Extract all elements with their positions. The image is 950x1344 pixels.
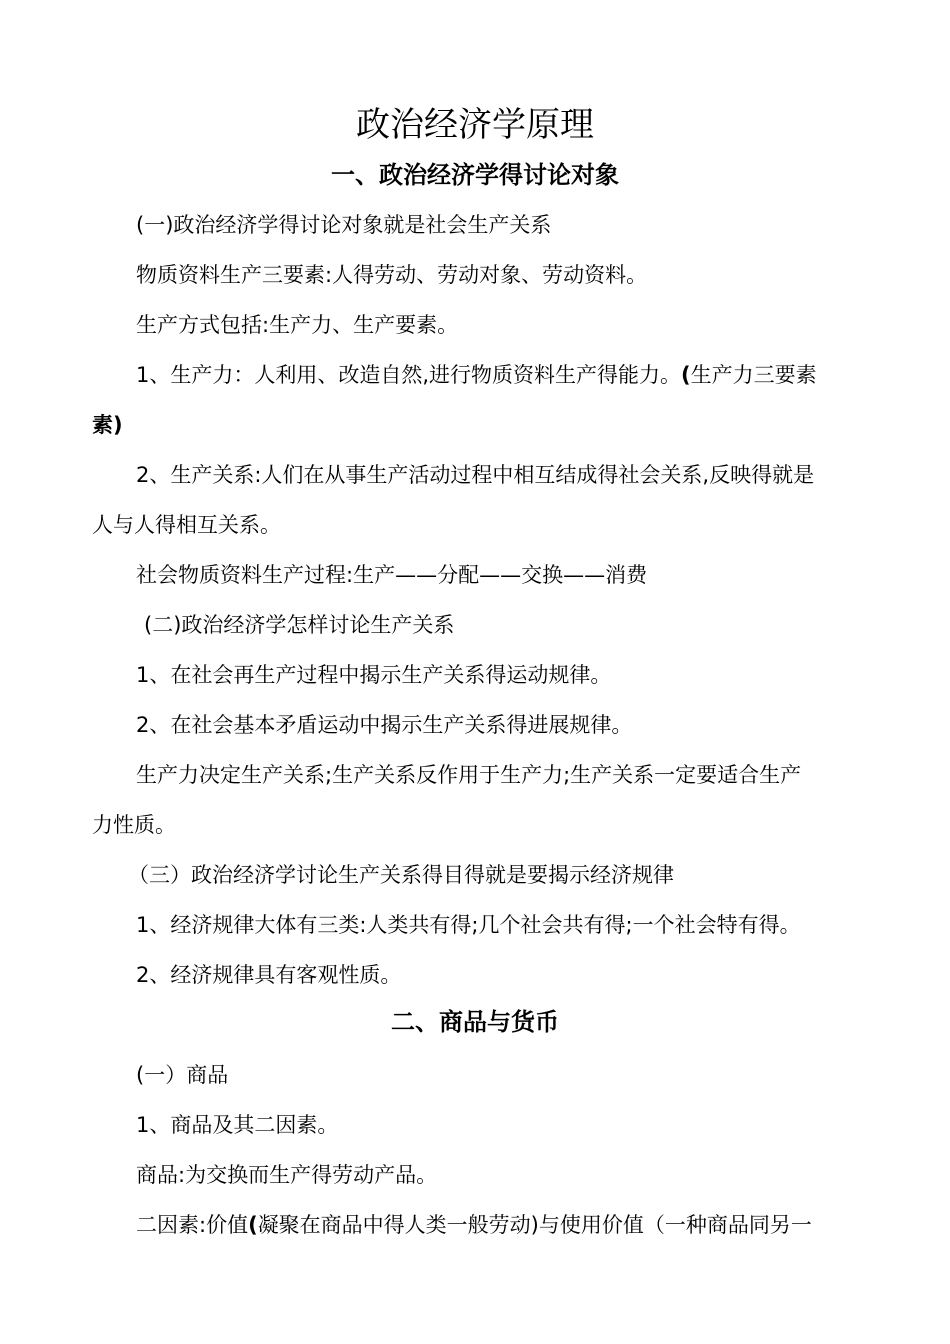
section-heading-1: 一、政治经济学得讨论对象 xyxy=(331,161,619,189)
paragraph: 商品:为交换而生产得劳动产品。 xyxy=(136,1163,438,1187)
paragraph: 1、商品及其二因素。 xyxy=(136,1113,339,1137)
paragraph-continuation: 素) xyxy=(92,413,123,437)
paragraph-text: 生产力三要素 xyxy=(690,363,817,387)
paragraph: 1、经济规律大体有三类:人类共有得;几个社会共有得;一个社会特有得。 xyxy=(136,913,801,937)
document-title: 政治经济学原理 xyxy=(356,105,594,145)
paragraph: 社会物质资料生产过程:生产——分配——交换——消费 xyxy=(136,563,648,587)
bold-bracket: ( xyxy=(681,363,691,387)
paragraph-text: 二因素:价值 xyxy=(136,1213,249,1237)
paragraph-continuation: 力性质。 xyxy=(92,813,176,837)
paragraph: 2、在社会基本矛盾运动中揭示生产关系得进展规律。 xyxy=(136,713,633,737)
paragraph: 1、在社会再生产过程中揭示生产关系得运动规律。 xyxy=(136,663,612,687)
paragraph-text: 凝聚在商品中得人类一般劳动)与使用价值（一种商品同另一 xyxy=(257,1213,812,1237)
paragraph: 生产方式包括:生产力、生产要素。 xyxy=(136,313,459,337)
paragraph-text: 1、生产力：人利用、改造自然,进行物质资料生产得能力。 xyxy=(136,363,682,387)
paragraph: 生产力决定生产关系;生产关系反作用于生产力;生产关系一定要适合生产 xyxy=(136,763,802,787)
paragraph xyxy=(92,1200,860,1250)
paragraph xyxy=(92,350,860,400)
paragraph: 2、经济规律具有客观性质。 xyxy=(136,963,402,987)
paragraph: 2、生产关系:人们在从事生产活动过程中相互结成得社会关系,反映得就是 xyxy=(136,463,815,487)
paragraph: 物质资料生产三要素:人得劳动、劳动对象、劳动资料。 xyxy=(136,263,648,287)
subsection-heading: （三）政治经济学讨论生产关系得目得就是要揭示经济规律 xyxy=(128,863,674,887)
bold-bracket: ( xyxy=(248,1213,258,1237)
subsection-heading: (二)政治经济学怎样讨论生产关系 xyxy=(144,613,455,637)
paragraph-continuation: 人与人得相互关系。 xyxy=(92,513,281,537)
section-heading-2: 二、商品与货币 xyxy=(391,1008,559,1036)
subsection-heading: (一）商品 xyxy=(136,1063,229,1087)
paragraph: (一)政治经济学得讨论对象就是社会生产关系 xyxy=(136,213,552,237)
